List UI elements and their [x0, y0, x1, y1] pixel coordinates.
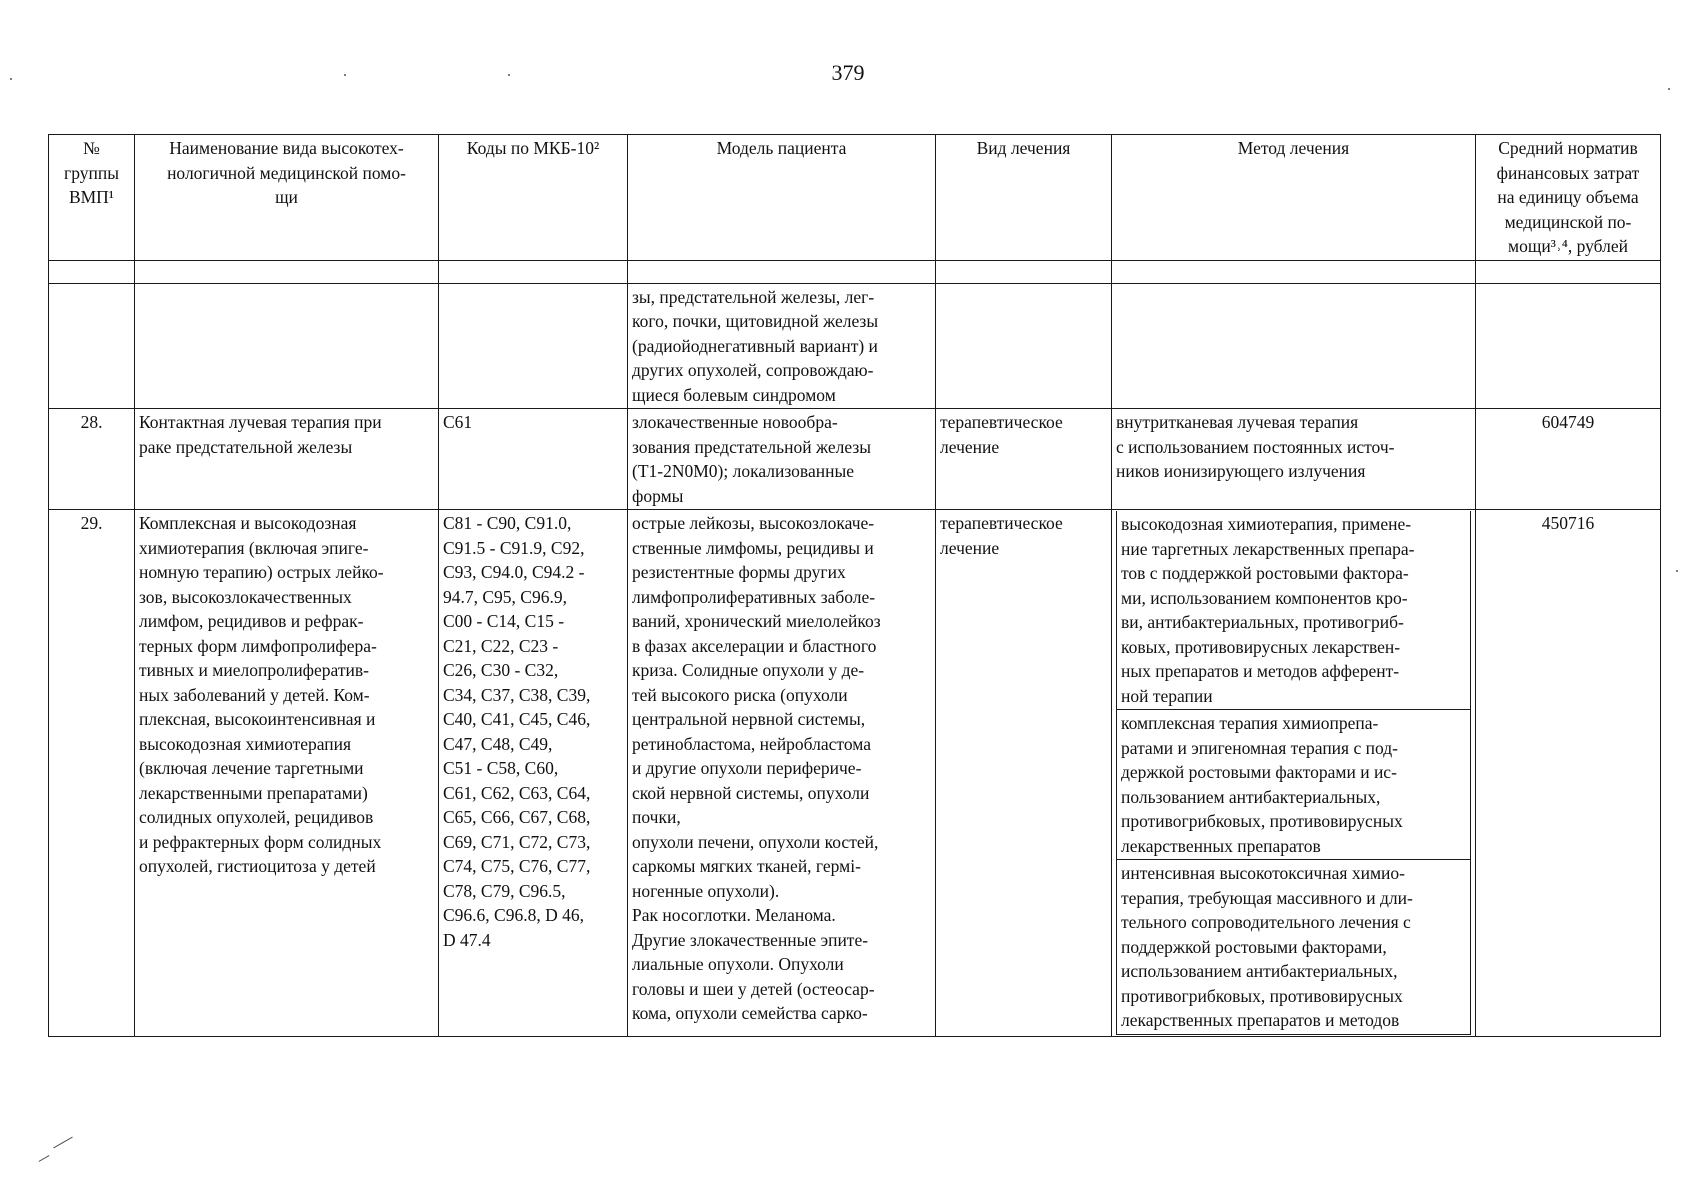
icd-codes: C81 - C90, C91.0, C91.5 - C91.9, C92, C93, C94.0, C94.2 - 94.7, C95, C96.9, C00 - C14, C15 - C21, C22, C23 - C26, C30 - C32, C34, C37, C38, C39, C40, C41, C45, C46, C47, C48, C49, C51 - C58, C60, C61, C62, C63, C64, C65, C66, C67, C68, C69, C71, C72, C73, C74, C75, C76, C77, C78, C79, C96.5, C96.6, C96.8, D 46, D 47.4: [439, 510, 628, 1037]
cost-standard: 604749: [1476, 409, 1661, 510]
vmp-table: [48, 134, 1661, 1037]
treatment-type: терапевтическое лечение: [936, 409, 1112, 510]
continuation-row: [49, 283, 1661, 409]
icd-codes: C61: [439, 409, 628, 510]
treatment-method: комплексная терапия химиопрепа- ратами и эпигеномная терапия с под- держкой ростовыми факторами и ис- пользованием антибактериальных, противогрибковых, противовирусных лекарственных препаратов: [1117, 710, 1471, 860]
header-group-number: № группы ВМП¹: [49, 135, 135, 261]
scan-speck: [344, 74, 346, 76]
continuation-patient-model: зы, предстательной железы, лег- кого, почки, щитовидной железы (радиойоднегативный вариант) и других опухолей, сопровождаю- щиеся болевым синдромом: [628, 283, 936, 409]
scan-speck: [508, 74, 510, 76]
treatment-type: терапевтическое лечение: [936, 510, 1112, 1037]
scan-speck: [1668, 88, 1670, 90]
scan-speck: [1676, 570, 1678, 572]
treatment-method: интенсивная высокотоксичная химио- терапия, требующая массивного и дли- тельного сопроводительного лечения с поддержкой ростовыми факторами, использованием антибактериальных, противогрибковых, противовирусных лекарственных препаратов и методов: [1117, 860, 1471, 1035]
scan-mark: [53, 1137, 73, 1149]
header-care-type-name: Наименование вида высокотех- нологичной медицинской помо- щи: [135, 135, 439, 261]
header-row: [49, 135, 1661, 261]
table-row: [49, 510, 1661, 1037]
table-row: [49, 409, 1661, 510]
treatment-method: внутритканевая лучевая терапия с использованием постоянных источ- ников ионизирующего излучения: [1112, 409, 1476, 510]
header-treatment-method: Метод лечения: [1112, 135, 1476, 261]
care-type-name: Комплексная и высокодозная химиотерапия (включая эпиге- номную терапию) острых лейко- зов, высокозлокачественных лимфом, рецидивов и рефрак- терных форм лимфопролифера- тивных и миелопролифератив- ных заболеваний у детей. Ком- плексная, высокоинтенсивная и высокодозная химиотерапия (включая лечение таргетными лекарственными препаратами) солидных опухолей, рецидивов и рефрактерных форм солидных опухолей, гистиоцитоза у детей: [135, 510, 439, 1037]
group-number: 28.: [49, 409, 135, 510]
treatment-method-list: [1112, 510, 1476, 1037]
cost-standard: 450716: [1476, 510, 1661, 1037]
patient-model: острые лейкозы, высокозлокаче- ственные лимфомы, рецидивы и резистентные формы других лимфопролиферативных заболе- ваний, хронический миелолейкоз в фазах акселерации и бластного криза. Солидные опухоли у де- тей высокого риска (опухоли центральной нервной системы, ретинобластома, нейробластома и другие опухоли перифериче- ской нервной системы, опухоли почки, опухоли печени, опухоли костей, саркомы мягких тканей, гермі- ногенные опухоли). Рак носоглотки. Меланома. Другие злокачественные эпите- лиальные опухоли. Опухоли головы и шеи у детей (остеосар- кома, опухоли семейства сарко-: [628, 510, 936, 1037]
care-type-name: Контактная лучевая терапия при раке предстательной железы: [135, 409, 439, 510]
patient-model: злокачественные новообра- зования предстательной железы (T1-2N0M0); локализованные формы: [628, 409, 936, 510]
method-item: [1117, 860, 1471, 1035]
header-treatment-type: Вид лечения: [936, 135, 1112, 261]
method-item: [1117, 710, 1471, 860]
method-subtable: [1116, 511, 1471, 1035]
group-number: 29.: [49, 510, 135, 1037]
header-patient-model: Модель пациента: [628, 135, 936, 261]
method-item: [1117, 511, 1471, 710]
scan-speck: [10, 78, 12, 80]
spacer-row: [49, 260, 1661, 283]
header-icd-codes: Коды по МКБ-10²: [439, 135, 628, 261]
scan-mark: [39, 1155, 50, 1162]
page-number: 379: [831, 60, 865, 85]
treatment-method: высокодозная химиотерапия, примене- ние таргетных лекарственных препара- тов с поддержкой ростовыми фактора- ми, использованием компонентов кро- ви, антибактериальных, противогриб- ковых, противовирусных лекарствен- ных препаратов и методов афферент- ной терапии: [1117, 511, 1471, 710]
header-cost-standard: Средний норматив финансовых затрат на единицу объема медицинской по- мощи³˒⁴, рублей: [1476, 135, 1661, 261]
